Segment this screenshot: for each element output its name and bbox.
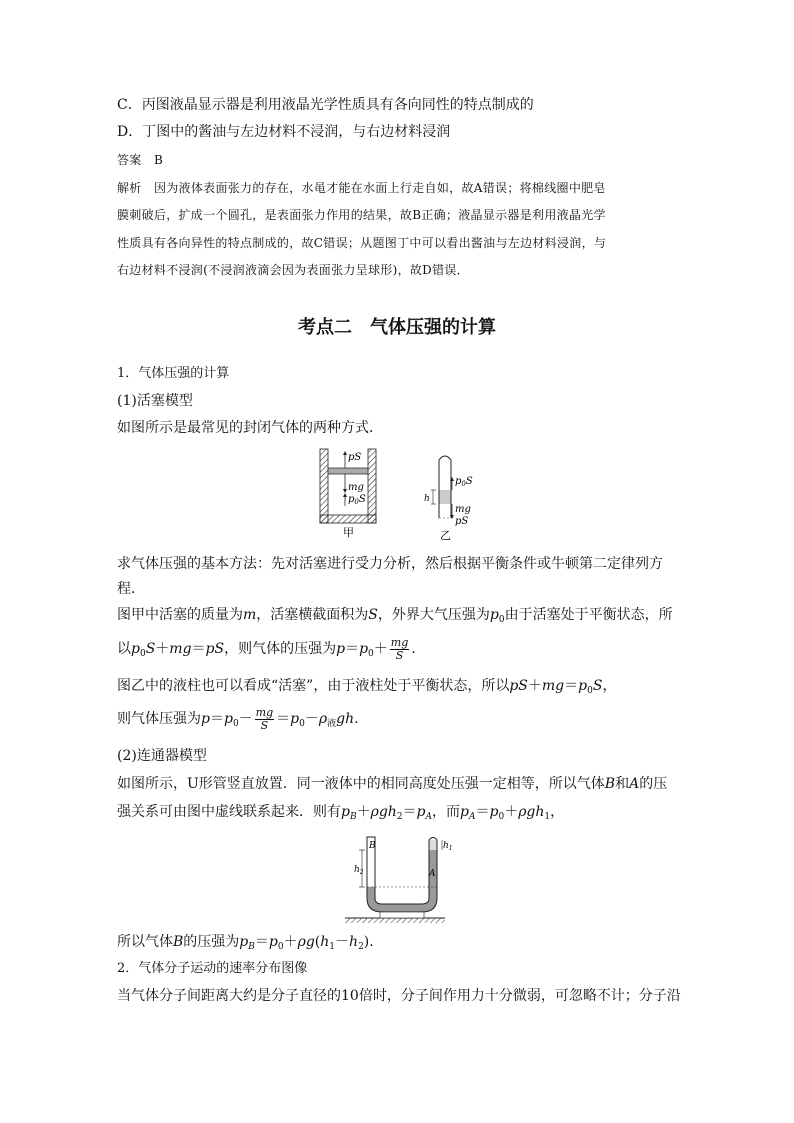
piston-figure (312, 446, 512, 541)
paragraph-13: 2．气体分子运动的速率分布图像 (117, 961, 308, 976)
svg-text:A: A (429, 869, 436, 879)
paragraph-14: 当气体分子间距离大约是分子直径的10倍时，分子间作用力十分微弱，可忽略不计；分子沿 (117, 988, 681, 1004)
paragraph-1: 1．气体压强的计算 (117, 366, 230, 381)
answer-label: 答案 (117, 153, 142, 167)
fraction-mg-over-s: $\frac{mg}{S}$ (390, 635, 409, 662)
analysis-line-2: 膜刺破后，扩成一个圆孔，是表面张力作用的结果，故B正确；液晶显示器是利用液晶光学 (117, 208, 606, 222)
paragraph-7: 图乙中的液柱也可以看成“活塞”，由于液柱处于平衡状态，所以$pS+mg=p_0S$， (117, 678, 617, 696)
section-title: 考点二 气体压强的计算 (298, 317, 496, 338)
svg-text:B: B (369, 841, 376, 851)
option-c: C．丙图液晶显示器是利用液晶光学性质具有各向同性的特点制成的 (117, 97, 534, 113)
paragraph-9: (2)连通器模型 (117, 748, 207, 764)
option-d: D．丁图中的酱油与左边材料不浸润，与右边材料浸润 (117, 124, 451, 140)
svg-text:h: h (424, 494, 430, 504)
answer-value: B (153, 153, 164, 167)
paragraph-3: 如图所示是最常见的封闭气体的两种方式． (117, 420, 383, 436)
svg-text:h2: $h_2$ (354, 865, 364, 876)
svg-text:p0S: $p_0S$ (348, 494, 366, 506)
analysis-line-3: 性质具有各向异性的特点制成的，故C错误；从题图丁中可以看出酱油与左边材料浸润，与 (117, 236, 607, 250)
paragraph-10: 如图所示，U形管竖直放置．同一液体中的相同高度处压强一定相等，所以气体B和A的压 (117, 776, 668, 792)
paragraph-6: 以$p_0S+mg=pS$，则气体的压强为$p=p_0+$ $\frac{mg}{S}$ . (117, 635, 416, 662)
figure-label-yi: 乙 (440, 529, 451, 542)
svg-text:h1: $h_1$ (443, 841, 453, 852)
paragraph-2: (1)活塞模型 (117, 393, 193, 409)
svg-text:pS: pS (455, 516, 469, 527)
svg-text:mg: mg (348, 482, 364, 493)
svg-text:pS: pS (348, 452, 362, 463)
analysis-line-4: 右边材料不浸润(不浸润液滴会因为表面张力呈球形)，故D错误． (117, 263, 469, 277)
answer-line (117, 150, 163, 170)
figure-label-jia: 甲 (343, 526, 354, 539)
paragraph-11: 强关系可由图中虚线联系起来．则有$p_B+\rho gh_2=p_A$，而$p_A=p_0+\rho gh_1$， (117, 804, 565, 822)
analysis-line-1 (117, 178, 606, 198)
paragraph-4a: 求气体压强的基本方法：先对活塞进行受力分析，然后根据平衡条件或牛顿第二定律列方 (117, 556, 663, 572)
analysis-label: 解析 (117, 181, 142, 195)
fraction-mg-over-s-2: $\frac{mg}{S}$ (255, 705, 274, 732)
svg-text:p0S: $p_0S$ (455, 476, 473, 488)
paragraph-5: 图甲中活塞的质量为m，活塞横截面积为S，外界大气压强为$p_0$由于活塞处于平衡状态，所 (117, 607, 673, 625)
paragraph-4b: 程． (117, 581, 145, 597)
analysis-text-1: 因为液体表面张力的存在，水黾才能在水面上行走自如，故A错误；将棉线圈中肥皂 (153, 181, 606, 195)
svg-text:mg: mg (455, 504, 471, 515)
paragraph-8: 则气体压强为$p=p_0-$ $\frac{mg}{S}$ $=p_0-\rho_液gh$. (117, 705, 359, 732)
paragraph-12: 所以气体B的压强为$p_B=p_0+\rho g(h_1-h_2)$. (117, 934, 374, 952)
u-tube-figure (340, 832, 453, 927)
